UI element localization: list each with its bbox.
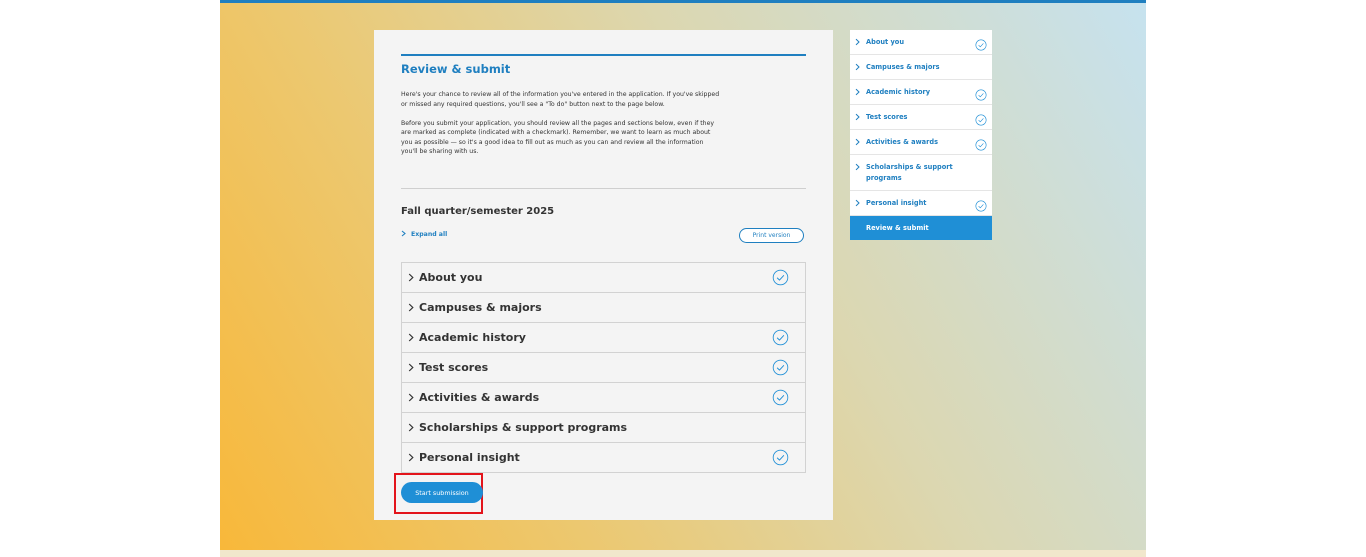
chevron-right-icon <box>855 198 866 207</box>
sidenav-item[interactable] <box>850 216 992 240</box>
chevron-right-icon <box>408 393 418 402</box>
chevron-right-icon <box>408 423 418 432</box>
sidenav-label: Test scores <box>866 113 908 121</box>
check-circle-icon <box>772 359 789 380</box>
bottom-strip <box>220 550 1146 557</box>
section-label: About you <box>419 271 483 284</box>
chevron-right-icon <box>408 273 418 282</box>
sidenav-label: Activities & awards <box>866 138 939 146</box>
section-label: Personal insight <box>419 451 520 464</box>
chevron-right-icon <box>408 363 418 372</box>
section-list <box>401 262 806 473</box>
section-label: Test scores <box>419 361 489 374</box>
sidenav-label: Review & submit <box>866 224 929 232</box>
sidenav-item[interactable] <box>850 105 992 130</box>
divider <box>401 188 806 189</box>
sidenav-item[interactable] <box>850 80 992 105</box>
check-circle-icon <box>975 36 987 55</box>
sidenav-label: Personal insight <box>866 199 927 207</box>
page-title: Review & submit <box>401 62 511 76</box>
term-heading: Fall quarter/semester 2025 <box>401 206 555 217</box>
chevron-right-icon <box>855 37 866 46</box>
expand-all-link[interactable] <box>401 230 447 239</box>
check-circle-icon <box>975 197 987 216</box>
chevron-right-icon <box>855 137 866 146</box>
chevron-right-icon <box>855 87 866 96</box>
chevron-right-icon <box>408 333 418 342</box>
sidenav-label: Campuses & majors <box>866 63 940 71</box>
expand-all-label: Expand all <box>411 231 448 238</box>
section-row[interactable] <box>402 353 805 383</box>
check-circle-icon <box>975 86 987 105</box>
sidenav-label: Academic history <box>866 88 931 96</box>
section-label: Scholarships & support programs <box>419 421 628 434</box>
section-row[interactable] <box>402 293 805 323</box>
section-row[interactable] <box>402 413 805 443</box>
page-background <box>220 0 1146 550</box>
intro-paragraph-1: Here's your chance to review all of the information you've entered in the application. If you've skipped or missed any required questions, you'll see a "To do" button next to the page below. <box>401 91 720 108</box>
section-label: Activities & awards <box>419 391 540 404</box>
print-version-button[interactable]: Print version <box>739 228 804 243</box>
sidenav-item[interactable] <box>850 130 992 155</box>
start-submission-button[interactable]: Start submission <box>401 482 483 503</box>
check-circle-icon <box>772 389 789 410</box>
top-accent-line <box>220 0 1146 3</box>
sidenav-label: About you <box>866 38 905 46</box>
section-row[interactable] <box>402 383 805 413</box>
check-circle-icon <box>772 269 789 290</box>
sidenav-item[interactable] <box>850 155 992 191</box>
chevron-right-icon <box>855 62 866 71</box>
section-row[interactable] <box>402 263 805 293</box>
check-circle-icon <box>975 111 987 130</box>
section-label: Campuses & majors <box>419 301 542 314</box>
side-navigation <box>850 30 992 240</box>
chevron-right-icon <box>855 112 866 121</box>
sidenav-label: Scholarships & support programs <box>866 163 953 182</box>
intro-paragraph-2: Before you submit your application, you should review all the pages and sections below, even if they are marked as complete (indicated with a checkmark). Remember, we want to learn as much about you as possible — so it's a good idea to fill out as much as you can and review all the information you'll be sharing with us. <box>401 119 715 155</box>
section-row[interactable] <box>402 323 805 353</box>
review-card <box>374 30 833 520</box>
section-row[interactable] <box>402 443 805 472</box>
sidenav-item[interactable] <box>850 30 992 55</box>
sidenav-item[interactable] <box>850 55 992 80</box>
check-circle-icon <box>975 136 987 155</box>
sidenav-item[interactable] <box>850 191 992 216</box>
intro-text <box>401 90 721 166</box>
chevron-right-icon <box>855 162 866 171</box>
title-rule <box>401 54 806 56</box>
chevron-right-icon <box>408 453 418 462</box>
section-label: Academic history <box>419 331 526 344</box>
chevron-right-icon <box>408 303 418 312</box>
check-circle-icon <box>772 329 789 350</box>
chevron-right-icon <box>401 230 406 239</box>
check-circle-icon <box>772 449 789 470</box>
